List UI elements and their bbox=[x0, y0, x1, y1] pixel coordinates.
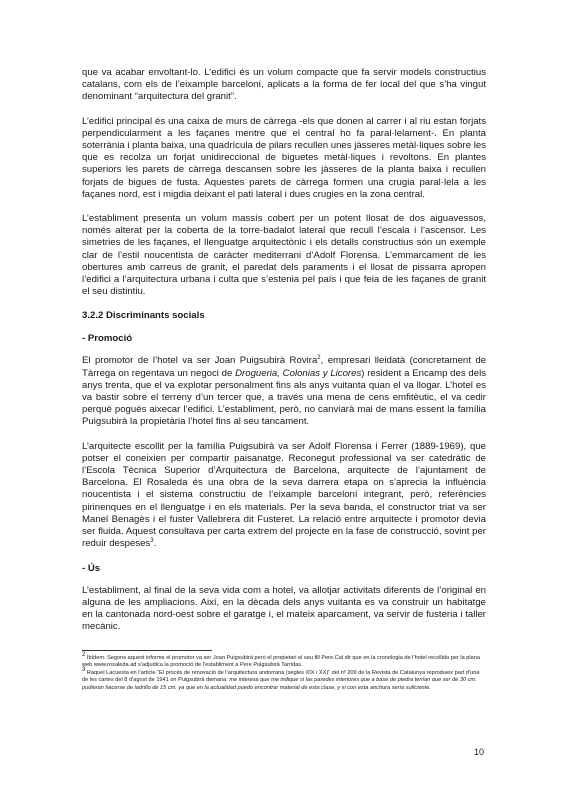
paragraph-4 bbox=[82, 355, 486, 428]
footnote-2 bbox=[82, 652, 486, 670]
paragraph-5 bbox=[82, 441, 486, 551]
footnote-2-text: Ibídem. Segons aquest informe el promotor va ser Joan Puigsubirà però el propietari el seu fill Pere.Cal dir que en la cronologia de l’hotel recollida per la plana web www.rosaleda.ad s’adjudica la promoció de l’establiment a Pere Puigsubirà Tarridas. bbox=[82, 655, 480, 669]
footnote-3-quote: me interesa que me indique si las paredes interiores que a base de piedra tenían que ser de 30 cm. pudieran hacerse de ladrillo de 15 cm. ya que en la actualidad puedo encontrar material de esta clase, y si con esta anchura sería suficiente. bbox=[82, 677, 477, 691]
footnote-ref-2[interactable]: 2 bbox=[317, 355, 321, 362]
p4-text-a: El promotor de l’hotel va ser Joan Puigsubirà Rovira bbox=[82, 355, 318, 367]
p4-text-b: , empresari lleidatà (concretament de Tàrrega on regentava un negoci de bbox=[82, 355, 486, 379]
footnote-3-mark: 3 bbox=[82, 666, 86, 673]
footnotes bbox=[82, 652, 486, 692]
footnote-3 bbox=[82, 666, 486, 692]
p5-text-b: . bbox=[153, 538, 157, 550]
subheading-us: - Ús bbox=[82, 562, 101, 574]
paragraph-2: L’edifici principal és una caixa de murs de càrrega -els que donen al carrer i al riu estan forjats perpendicularment a les façanes mentre que el central ho fa paral·lelament-. En planta soterrània i planta baixa, una quadrícula de pilars recullen unes jàsseres metàl·liques sobre les que es recolza un forjat unidireccional de biguetes metàl·liques i revoltons. En plantes superiors les parets de càrrega descansen sobre les jàsseres de la planta baixa i recullen forjats de bigues de fusta. Aquestes parets de càrrega formen una crugia paral·lela a les façanes nord, est i migdia deixant el pati lateral i dues crugies en la zona central. bbox=[82, 115, 486, 200]
paragraph-6: L’establiment, al final de la seva vida com a hotel, va allotjar activitats diferents de l’original en alguna de les ampliacions. Així, en la dècada dels anys vuitanta es va construir un habitatge en la cantonada nord-oest sobre el garatge i, el mateix aparcament, va servir de fusteria i taller mecànic. bbox=[82, 584, 486, 633]
footnote-3-text: Raquel Lacuesta en l’article “El procés de renovació de l’arquitectura andorrana (segles XIX i XX)” del nº 209 de la Revista de Catalunya reprodueix part d’una de les cartes del 8 d’agost de 1941 on Puigsubirà demana: bbox=[82, 669, 480, 684]
paragraph-1: que va acabar envoltant-lo. L’edifici és un volum compacte que fa servir models constructius catalans, com els de l’eixample barceloní, aplicats a la forma de fer local del que s’ha vingut denominant “arquitectura del granit”. bbox=[82, 67, 486, 103]
footnote-2-mark: 2 bbox=[82, 652, 86, 659]
main-text bbox=[82, 67, 486, 633]
p4-italic: Drogueria, Colonias y Licores bbox=[235, 367, 362, 379]
p4-text-c: ) resident a Encamp des dels anys trenta, que el va explotar personalment fins als anys vuitanta quan el va llogar. L’hotel es va bastir sobre el terreny d’un tercer que, a través una mena de cens emfitèutic, el va cedir perquè pogués aixecar l’edifici. L’establiment, però, no canviarà mai de mans essent la família Puigsubirà la propietària l’hotel fins al seu tancament. bbox=[82, 367, 486, 428]
subheading-promocio: - Promoció bbox=[82, 333, 133, 345]
footnote-separator bbox=[82, 650, 212, 651]
paragraph-3: L’establiment presenta un volum massís cobert per un potent llosat de dos aiguavessos, només alterat per la coberta de la torre-badalot lateral que recull l’escala i l’ascensor. Les simetries de les façanes, el llenguatge arquitectònic i els detalls constructius són un exemple clar de l’estil noucentista de caràcter mediterrani d’Adolf Florensa. L’emmarcament de les obertures amb carreus de granit, el paredat dels paraments i el llosat de pissarra apropen l’edifici a l’arquitectura urbana i culta que s’estenia pel país i que feia de les façanes de granit el seu distintiu. bbox=[82, 213, 486, 298]
page-number: 10 bbox=[474, 747, 485, 757]
p5-text-a: L’arquitecte escollit per la família Puigsubirà va ser Adolf Florensa i Ferrer (1889-1969), que potser el coneixien per compartir paisanatge. Reconegut professional va ser catedràtic de l’Escola Tècnica Superior d’Arquitectura de Barcelona, arquitecte de l’ajuntament de Barcelona. El Rosaleda és una obra de la seva darrera etapa on s’aprecia la influència noucentista i el sistema constructiu de l’eixample barceloní integrant, però, referències pirinenques en el llenguatge i en els materials. Per la seva banda, el constructor triat va ser Manel Benagès i el fuster Vallebrera dit Fusteret. La relació entre arquitecte i promotor devia ser fluida. Aquest consultava per carta extrem del projecte en la fase de construcció, sovint per reduir despeses bbox=[82, 440, 486, 550]
footnote-ref-3[interactable]: 3 bbox=[150, 538, 154, 545]
section-heading: 3.2.2 Discriminants socials bbox=[82, 310, 205, 322]
